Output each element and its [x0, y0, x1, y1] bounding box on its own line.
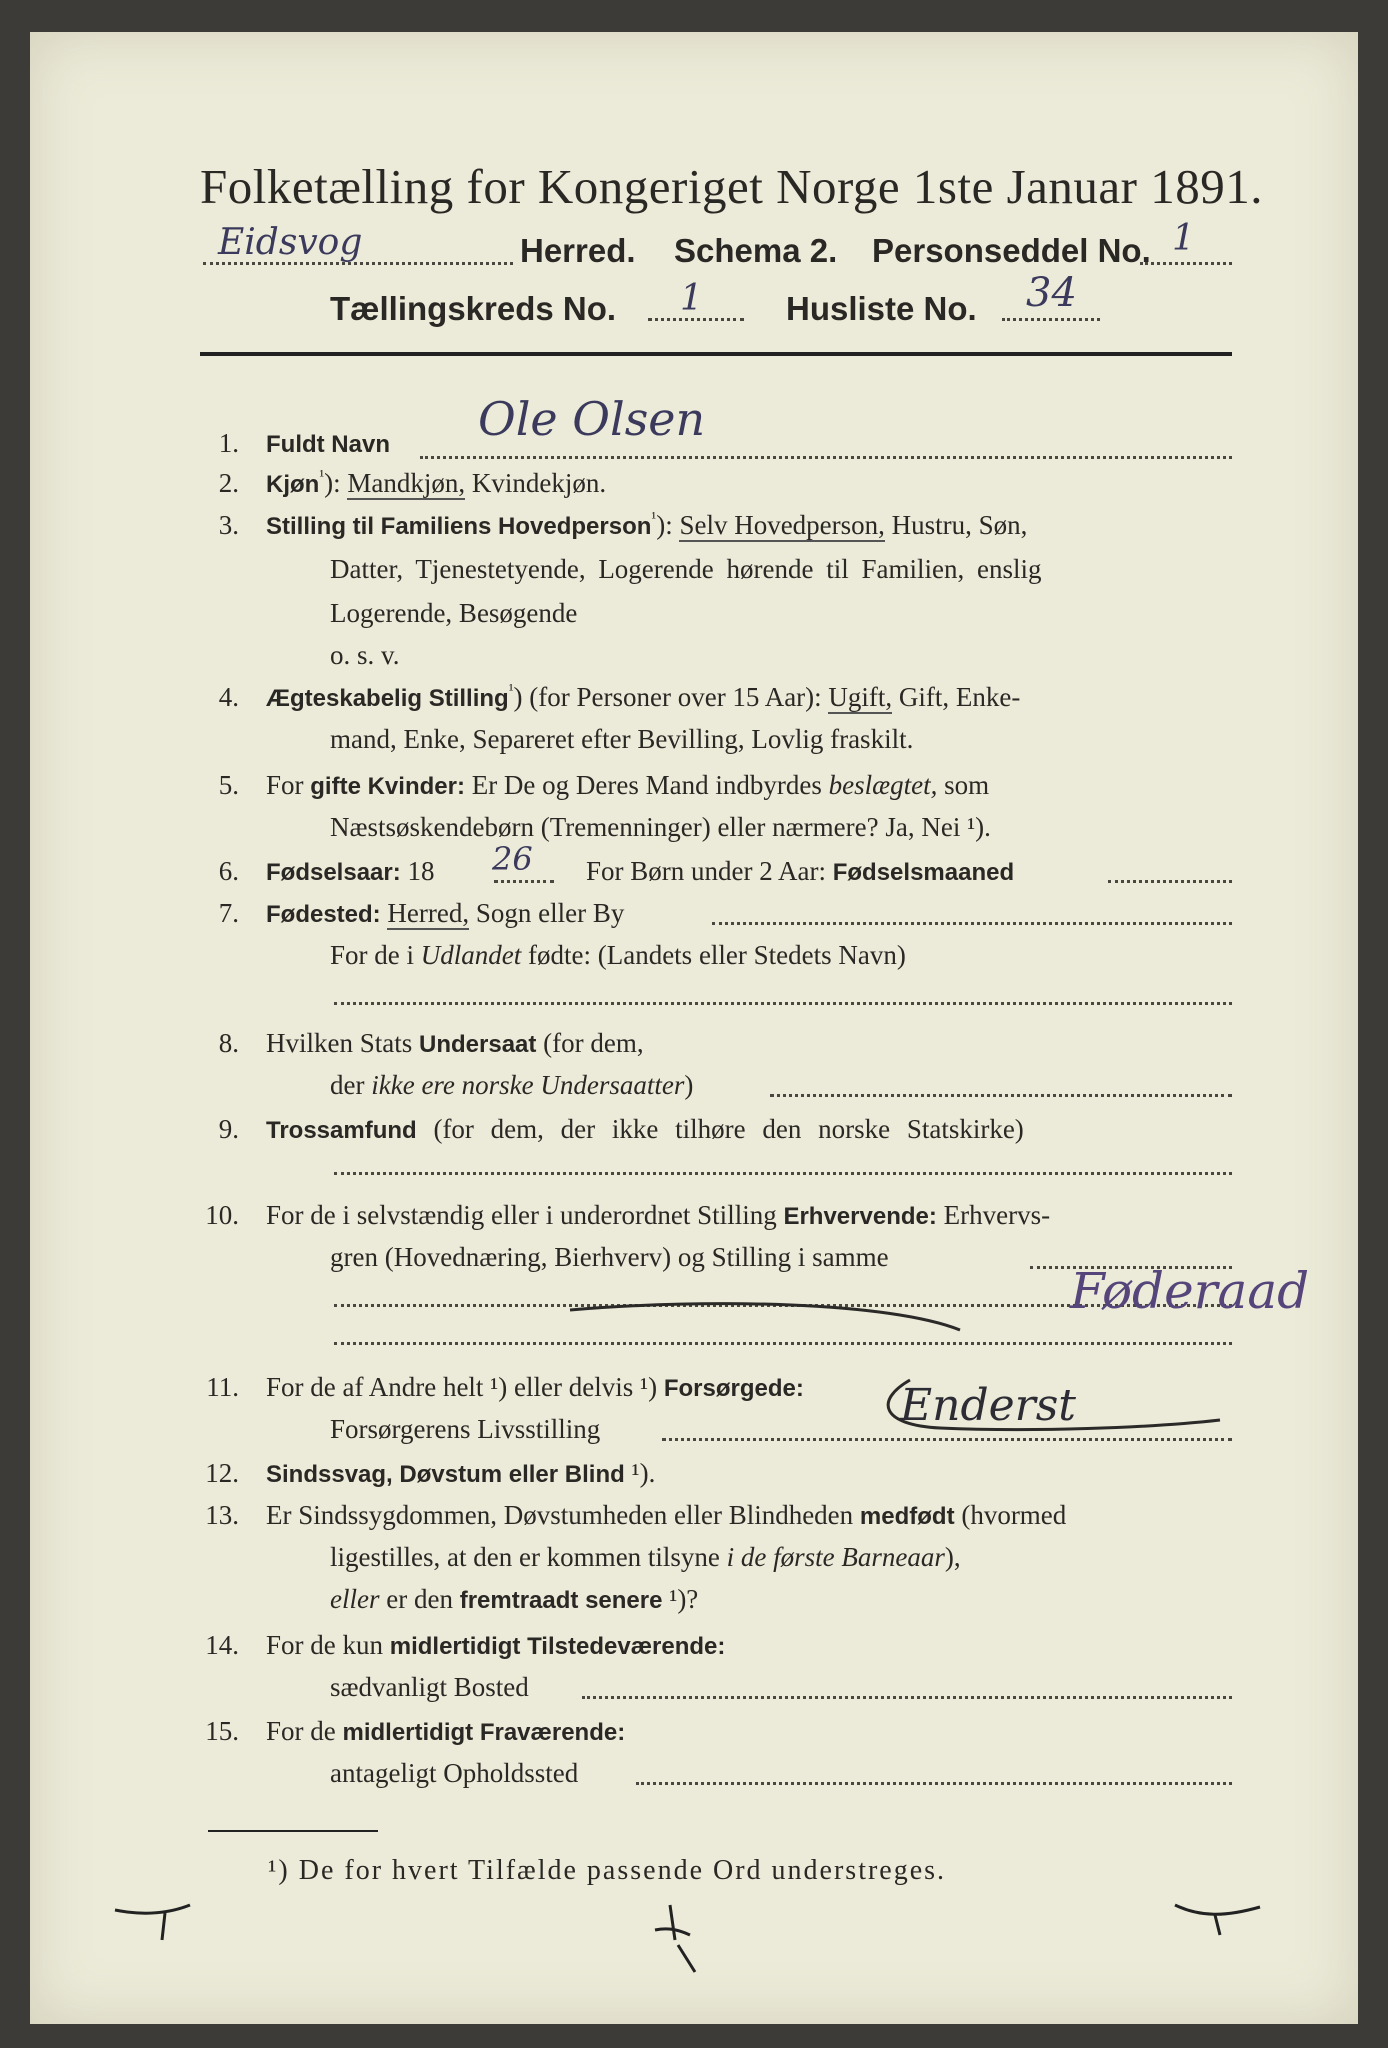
q13-line2	[330, 1542, 961, 1573]
item-number-15: 15.	[205, 1716, 239, 1746]
q13-line3a: er den	[379, 1584, 460, 1614]
q2-rest: ):	[324, 468, 348, 498]
q11-label: Forsørgede:	[663, 1375, 804, 1402]
q14-label: midlertidigt Tilstedeværende:	[389, 1633, 726, 1660]
q14-pre: For de kun	[266, 1630, 390, 1660]
kreds-value: 1	[680, 278, 703, 319]
q11-pre: For de af Andre helt ¹) eller delvis ¹)	[266, 1372, 664, 1402]
q2-sup: ¹	[319, 468, 325, 485]
q6-label: Fødselsaar:	[266, 859, 401, 886]
kreds-label: Tællingskreds No.	[330, 290, 617, 327]
q5-row	[266, 770, 989, 801]
husliste-label: Husliste No.	[786, 290, 977, 327]
q14-row	[266, 1630, 725, 1661]
q3-option-rest: Hustru, Søn,	[884, 510, 1028, 540]
q13-line3-italic: eller	[330, 1584, 380, 1614]
q10-row	[266, 1200, 1050, 1231]
q10-pre: For de i selvstændig eller i underordnet Stilling	[266, 1200, 784, 1230]
personseddel-value: 1	[1172, 218, 1195, 259]
q8-line2	[330, 1070, 693, 1101]
q13-line2-italic: i de første Barneaar	[726, 1542, 945, 1572]
q13-b: (hvormed	[954, 1500, 1067, 1530]
q5-pre: For	[266, 770, 311, 800]
item-number-13: 13.	[205, 1500, 239, 1530]
q10-pen-stroke	[560, 1290, 980, 1350]
personseddel-label: Personseddel No.	[872, 232, 1151, 269]
footnote-rule	[208, 1830, 378, 1832]
item-number-11: 11.	[206, 1372, 239, 1402]
q13-line3b: ¹)?	[662, 1584, 699, 1614]
q9-label: Trossamfund	[266, 1117, 417, 1144]
q8-line2b: )	[684, 1070, 694, 1100]
q5-rest: Er De og Deres Mand indbyrdes	[464, 770, 829, 800]
q3-option-selv-hovedperson: Selv Hovedperson,	[679, 510, 885, 540]
item-number-4: 4.	[218, 682, 239, 712]
q6-handwritten-year: 26	[492, 840, 533, 878]
q10-line2: gren (Hovednæring, Bierhverv) og Stilling i samme	[330, 1242, 889, 1272]
q11-handwritten-provider: Enderst	[900, 1380, 1076, 1431]
herred-label: Herred.	[520, 232, 636, 269]
q7-label: Fødested:	[266, 901, 381, 928]
q3-label: Stilling til Familiens Hovedperson	[266, 513, 652, 540]
q13-label: medfødt	[859, 1503, 955, 1530]
q1-handwritten-name: Ole Olsen	[478, 392, 706, 446]
schema-label: Schema 2.	[674, 232, 838, 269]
q4-option-ugift: Ugift,	[828, 682, 893, 712]
q2-row	[266, 468, 606, 499]
q8-pre: Hvilken Stats	[266, 1028, 419, 1058]
q15-dotted-line	[636, 1782, 1232, 1785]
q2-label: Kjøn	[266, 471, 320, 498]
q7-dotted-line	[712, 922, 1232, 925]
q12-rest: ¹).	[624, 1458, 656, 1488]
q11-row	[266, 1372, 804, 1403]
q1-dotted-line	[420, 456, 1232, 459]
q9-dotted-line	[334, 1172, 1232, 1175]
personseddel-dotted-line	[1140, 262, 1232, 265]
q7-option-herred: Herred,	[387, 898, 470, 928]
q7-line2	[330, 940, 906, 971]
q11-pen-stroke	[870, 1370, 1230, 1440]
q6-mid: For Børn under 2 Aar:	[586, 856, 833, 886]
q15-line2: antageligt Opholdssted	[330, 1758, 579, 1788]
q12-row	[266, 1458, 655, 1489]
q3-row	[266, 510, 1027, 541]
item-number-6: 6.	[218, 856, 239, 886]
q4-rest: ) (for Personer over 15 Aar):	[513, 682, 829, 712]
q7-line2a: For de i	[330, 940, 421, 970]
item-number-14: 14.	[205, 1630, 239, 1660]
q4-label: Ægteskabelig Stilling	[266, 685, 509, 712]
q4-option-rest: Gift, Enke-	[892, 682, 1021, 712]
q4-sup: ¹	[508, 682, 514, 699]
crop-mark-right	[1170, 1895, 1270, 1955]
footnote: ¹) De for hvert Tilfælde passende Ord understreges.	[268, 1855, 947, 1886]
q5-label: gifte Kvinder:	[310, 773, 465, 800]
q3-line4: o. s. v.	[330, 640, 400, 670]
q13-row	[266, 1500, 1066, 1531]
form-title: Folketælling for Kongeriget Norge 1ste Januar 1891.	[200, 159, 1263, 214]
q13-line2b: ),	[944, 1542, 961, 1572]
q1-row	[266, 428, 390, 459]
q6-prefix: 18	[400, 856, 435, 886]
q7-rest: Sogn eller By	[469, 898, 625, 928]
husliste-dotted-line	[1002, 318, 1100, 321]
q9-rest: (for dem, der ikke tilhøre den norske Statskirke)	[416, 1114, 1024, 1144]
q13-line3	[330, 1584, 698, 1615]
item-number-12: 12.	[205, 1458, 239, 1488]
q8-row	[266, 1028, 644, 1059]
q6-month-dotted-line	[1108, 880, 1232, 883]
crop-mark-center	[630, 1900, 710, 1980]
q7-row	[266, 898, 624, 929]
q6-label2: Fødselsmaaned	[832, 859, 1015, 886]
husliste-value: 34	[1026, 270, 1077, 316]
q3-rest: ):	[656, 510, 680, 540]
q7-line2b: fødte: (Landets eller Stedets Navn)	[521, 940, 906, 970]
item-number-3: 3.	[218, 510, 239, 540]
q2-option-kvindekjon: Kvindekjøn.	[465, 468, 607, 498]
q8-line2a: der	[330, 1070, 372, 1100]
crop-mark-left	[110, 1895, 210, 1955]
q8-label: Undersaat	[419, 1031, 537, 1058]
q14-dotted-line	[582, 1696, 1232, 1699]
q13-a: Er Sindssygdommen, Døvstumheden eller Blindheden	[266, 1500, 860, 1530]
item-number-10: 10.	[205, 1200, 239, 1230]
q4-line2: mand, Enke, Separeret efter Bevilling, Lovlig fraskilt.	[330, 724, 914, 754]
q15-label: midlertidigt Fraværende:	[342, 1719, 626, 1746]
q13-line2a: ligestilles, at den er kommen tilsyne	[330, 1542, 727, 1572]
q13-line3-label: fremtraadt senere	[459, 1587, 663, 1614]
item-number-9: 9.	[218, 1114, 239, 1144]
item-number-2: 2.	[218, 468, 239, 498]
q8-rest: (for dem,	[536, 1028, 644, 1058]
item-number-7: 7.	[218, 898, 239, 928]
q3-sup: ¹	[651, 510, 657, 527]
q7-line2-italic: Udlandet	[420, 940, 522, 970]
q6-year-dotted-line	[494, 880, 554, 883]
item-number-1: 1.	[218, 428, 239, 458]
q10-label: Erhvervende:	[783, 1203, 937, 1230]
q7-abroad-dotted-line	[334, 1002, 1232, 1005]
q10-rest: Erhvervs-	[936, 1200, 1051, 1230]
q5-italic: beslægtet,	[828, 770, 938, 800]
q15-row	[266, 1716, 625, 1747]
q5-end: som	[937, 770, 990, 800]
q6-row	[266, 856, 434, 887]
q10-handwritten-occupation: Føderaad	[1070, 1262, 1310, 1320]
herred-value: Eidsvog	[218, 222, 363, 263]
q14-line2: sædvanligt Bosted	[330, 1672, 529, 1702]
q9-row	[266, 1114, 1024, 1145]
q2-option-mandkjon: Mandkjøn,	[347, 468, 466, 498]
q12-label: Sindssvag, Døvstum eller Blind	[266, 1461, 625, 1488]
q15-pre: For de	[266, 1716, 343, 1746]
q6-row-part2	[586, 856, 1014, 887]
item-number-8: 8.	[218, 1028, 239, 1058]
q3-line2: Datter, Tjenestetyende, Logerende hørende til Familien, enslig	[330, 554, 1042, 584]
q5-line2: Næstsøskendebørn (Tremenninger) eller nærmere? Ja, Nei ¹).	[330, 812, 991, 842]
q8-line2-italic: ikke ere norske Undersaatter	[371, 1070, 685, 1100]
item-number-5: 5.	[218, 770, 239, 800]
q3-line3: Logerende, Besøgende	[330, 598, 578, 628]
header-rule	[200, 352, 1232, 356]
q1-label: Fuldt Navn	[266, 431, 390, 458]
q8-dotted-line	[770, 1094, 1232, 1097]
q11-line2: Forsørgerens Livsstilling	[330, 1414, 601, 1444]
q4-row	[266, 682, 1020, 713]
